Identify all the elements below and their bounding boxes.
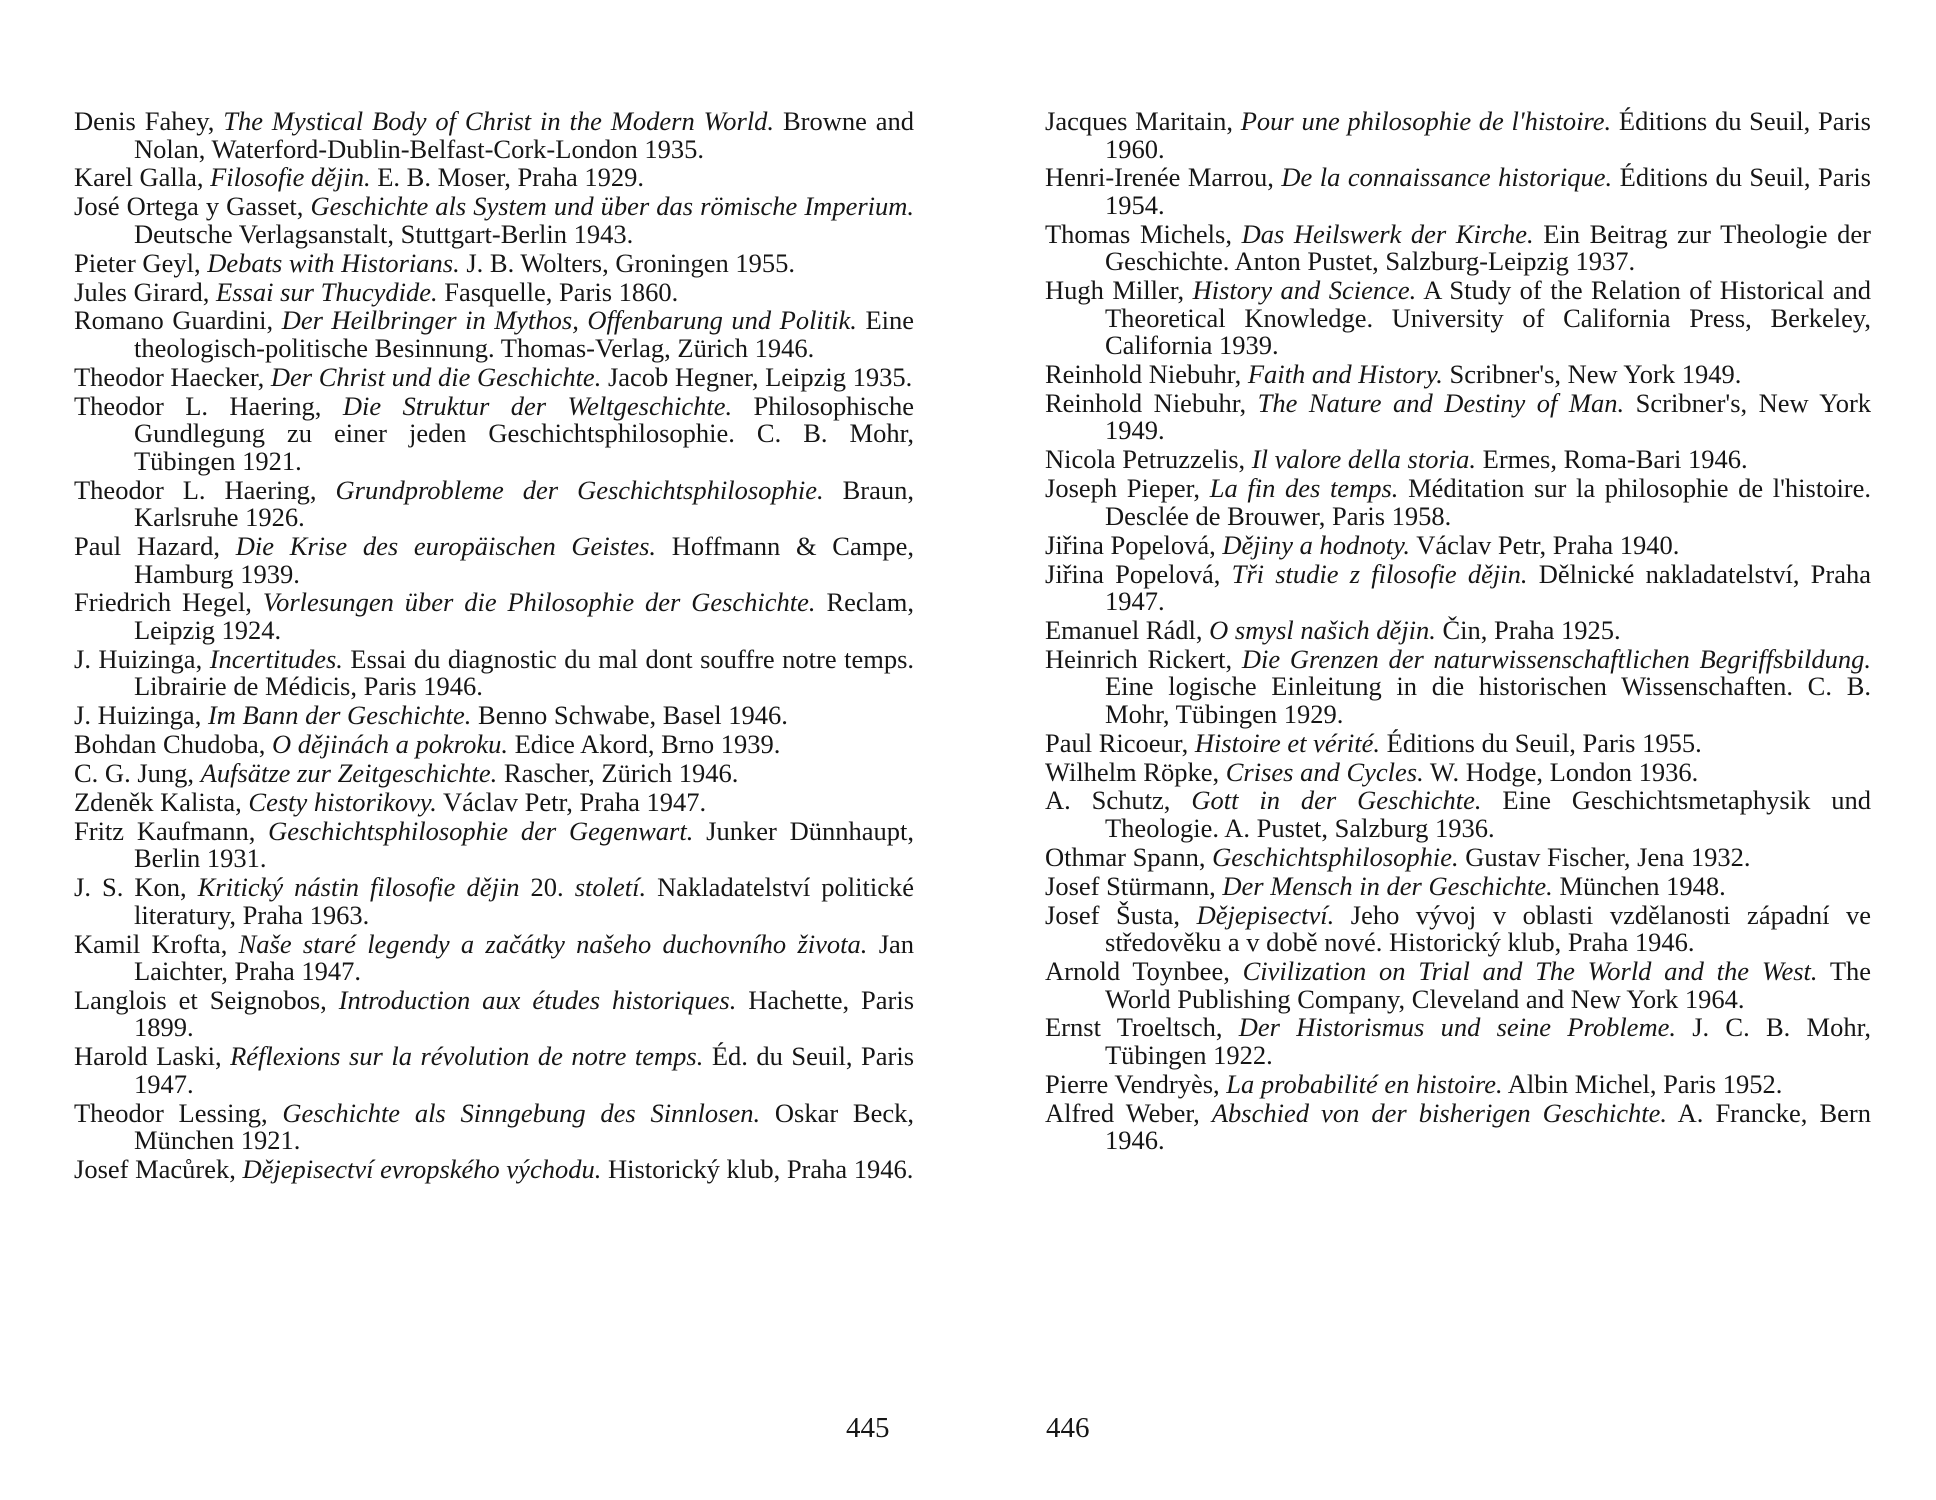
entry-publication: Jacob Hegner, Leipzig 1935. [607, 361, 913, 392]
entry-publication: Václav Petr, Praha 1940. [1416, 529, 1680, 560]
entry-publication: J. B. Wolters, Groningen 1955. [466, 247, 795, 278]
entry-title: La probabilité en histoire. [1226, 1068, 1503, 1099]
entry-publication: Essai du diagnostic du mal dont souffre notre temps. Librairie de Médicis, Paris 1946. [134, 643, 915, 702]
entry-publication: The World Publishing Company, Cleveland and New York 1964. [1105, 956, 1872, 1014]
bibliography-entry [74, 874, 914, 929]
entry-title: Histoire et vérité. [1194, 727, 1381, 758]
entry-publication: J. C. B. Mohr, Tübingen 1922. [1105, 1012, 1871, 1070]
entry-author: Pierre Vendryès, [1045, 1068, 1220, 1099]
bibliography-entry [1045, 643, 1871, 729]
entry-title: Das Heilswerk der Kirche. [1241, 218, 1534, 249]
entry-title: Crises and Cycles. [1225, 756, 1424, 787]
bibliography-entry [1045, 614, 1871, 645]
entry-title: Réflexions sur la révolution de notre temps. [230, 1041, 704, 1072]
entry-title: Der Heilbringer in Mythos, Offenbarung und Politik. [281, 305, 857, 336]
entry-author: Heinrich Rickert, [1045, 643, 1233, 674]
bibliography-entry [1045, 475, 1871, 530]
entry-author: Fritz Kaufmann, [74, 815, 256, 846]
bibliography-entry [74, 1097, 914, 1156]
entry-publication: München 1948. [1559, 870, 1726, 901]
bibliography-entry [1045, 787, 1871, 842]
bibliography-entry [1045, 277, 1871, 360]
bibliography-entry [1045, 756, 1871, 787]
entry-publication: Éditions du Seuil, Paris 1954. [1105, 162, 1871, 220]
entry-title: The Mystical Body of Christ in the Modern World. [223, 106, 775, 136]
bibliography-entry [74, 702, 914, 730]
entry-author: Thomas Michels, [1045, 218, 1232, 249]
bibliography-entry [1045, 1014, 1871, 1069]
entry-author: Nicola Petruzzelis, [1045, 444, 1246, 475]
bibliography-entry [74, 589, 914, 644]
entry-author: J. Huizinga, [74, 700, 202, 731]
entry-title: Kritický nástin filosofie dějin [197, 872, 520, 903]
entry-author: Ernst Troeltsch, [1045, 1012, 1223, 1043]
entry-author: Othmar Spann, [1045, 841, 1206, 872]
bibliography-entry [74, 757, 914, 788]
entry-title: Gott in der Geschichte. [1191, 785, 1482, 816]
entry-author: Paul Hazard, [74, 531, 220, 562]
bibliography-entry [74, 390, 915, 476]
bibliography-entry [1045, 1068, 1871, 1099]
bibliography-entry [74, 731, 914, 759]
entry-author: J. Huizinga, [74, 643, 203, 674]
entry-publication: Scribner's, New York 1949. [1449, 359, 1742, 390]
entry-title: Geschichte als System und über das römische Imperium. [310, 191, 915, 222]
entry-publication: Václav Petr, Praha 1947. [442, 786, 707, 817]
entry-publication: Ein Beitrag zur Theologie der Geschichte. Anton Pustet, Salzburg-Leipzig 1937. [1105, 218, 1871, 277]
bibliography-entry [74, 108, 914, 163]
entry-author: Theodor Lessing, [74, 1097, 268, 1128]
bibliography-entry [74, 361, 914, 392]
entry-author: Josef Šusta, [1045, 899, 1181, 930]
entry-publication: Benno Schwabe, Basel 1946. [478, 700, 788, 731]
entry-author: Reinhold Niebuhr, [1045, 387, 1247, 418]
entry-title: Aufsätze zur Zeitgeschichte. [200, 757, 498, 788]
bibliography-entry [1045, 529, 1871, 560]
entry-title: Die Krise des europäischen Geistes. [235, 531, 657, 562]
entry-publication: 20. [530, 872, 564, 903]
entry-author: Henri-Irenée Marrou, [1045, 162, 1274, 193]
bibliography-entry [74, 474, 915, 533]
bibliography-entry [1045, 164, 1871, 219]
entry-publication: Scribner's, New York 1949. [1105, 387, 1872, 446]
entry-author: Friedrich Hegel, [74, 587, 252, 618]
entry-title: Civilization on Trial and The World and the West. [1242, 956, 1818, 987]
bibliography-entry [1045, 558, 1872, 617]
entry-publication: A. Francke, Bern 1946. [1105, 1097, 1871, 1156]
entry-title: Naše staré legendy a začátky našeho duchovního života. [238, 928, 868, 959]
entry-title: Pour une philosophie de l'histoire. [1240, 106, 1612, 136]
entry-title: Faith and History. [1247, 359, 1443, 390]
entry-title: století. [574, 872, 647, 903]
entry-author: Emanuel Rádl, [1045, 614, 1203, 645]
entry-author: Theodor Haecker, [74, 361, 265, 392]
bibliography-entry [1045, 108, 1871, 163]
entry-title: Tři studie z filosofie dějin. [1231, 558, 1528, 589]
entry-author: Josef Macůrek, [74, 1154, 236, 1185]
entry-title: O smysl našich dějin. [1209, 614, 1436, 645]
bibliography-entry [1045, 727, 1871, 758]
entry-title: Essai sur Thucydide. [216, 276, 438, 307]
entry-title: Die Struktur der Weltgeschichte. [342, 390, 733, 421]
entry-author: Pieter Geyl, [74, 247, 201, 278]
entry-title: Der Mensch in der Geschichte. [1222, 870, 1553, 901]
bibliography-entry [1045, 841, 1871, 872]
right-page-bibliography [1045, 108, 1871, 1156]
entry-title: Cesty historikovy. [248, 786, 437, 817]
entry-title: Filosofie dějin. [210, 162, 371, 193]
entry-publication: Rascher, Zürich 1946. [503, 757, 739, 788]
entry-publication: Junker Dünnhaupt, Berlin 1931. [134, 815, 915, 874]
entry-author: Jacques Maritain, [1045, 106, 1234, 136]
entry-publication: Čin, Praha 1925. [1442, 614, 1621, 645]
entry-publication: Éditions du Seuil, Paris 1955. [1386, 727, 1702, 758]
entry-publication: Hachette, Paris 1899. [134, 984, 915, 1043]
entry-title: Vorlesungen über die Philosophie der Geschichte. [262, 587, 816, 618]
entry-publication: E. B. Moser, Praha 1929. [377, 162, 645, 193]
entry-title: Der Christ und die Geschichte. [270, 361, 602, 392]
bibliography-entry [74, 1043, 914, 1098]
entry-title: Grundprobleme der Geschichtsphilosophie. [335, 474, 824, 505]
entry-publication: Eine theologisch-politische Besinnung. Thomas-Verlag, Zürich 1946. [134, 305, 914, 363]
entry-author: Zdeněk Kalista, [74, 786, 242, 817]
entry-title: Der Historismus und seine Probleme. [1238, 1012, 1676, 1043]
bibliography-entry [74, 815, 915, 874]
entry-title: Il valore della storia. [1251, 444, 1477, 475]
entry-publication: Éd. du Seuil, Paris 1947. [134, 1041, 915, 1099]
entry-author: Paul Ricoeur, [1045, 727, 1189, 758]
bibliography-entry [74, 164, 914, 192]
entry-publication: Reclam, Leipzig 1924. [134, 587, 915, 645]
entry-publication: Jan Laichter, Praha 1947. [134, 928, 915, 987]
entry-title: Abschied von der bisherigen Geschichte. [1211, 1097, 1668, 1128]
entry-title: La fin des temps. [1209, 473, 1399, 504]
entry-title: Geschichtsphilosophie der Gegenwart. [268, 815, 694, 846]
entry-title: Dějepisectví evropského východu. [242, 1154, 602, 1185]
bibliography-entry [74, 786, 914, 817]
entry-title: Dějepisectví. [1196, 899, 1335, 930]
entry-publication: Braun, Karlsruhe 1926. [134, 474, 915, 533]
bibliography-entry [74, 643, 915, 702]
entry-publication: Hoffmann & Campe, Hamburg 1939. [134, 531, 914, 589]
entry-author: Jules Girard, [74, 276, 210, 307]
entry-author: C. G. Jung, [74, 757, 195, 788]
entry-title: Debats with Historians. [207, 247, 460, 278]
bibliography-entry [1045, 387, 1872, 446]
entry-author: Joseph Pieper, [1045, 473, 1201, 504]
entry-publication: Gustav Fischer, Jena 1932. [1465, 841, 1751, 872]
entry-title: The Nature and Destiny of Man. [1257, 387, 1625, 418]
bibliography-entry [1045, 446, 1871, 474]
bibliography-entry [1045, 361, 1871, 389]
entry-author: Denis Fahey, [74, 106, 215, 136]
entry-title: Im Bann der Geschichte. [207, 700, 472, 731]
entry-publication: Jeho vývoj v oblasti vzdělanosti západní ve středověku a v době nové. Historický klub, Praha 1946. [1105, 899, 1872, 958]
entry-author: A. Schutz, [1045, 785, 1171, 816]
entry-publication: Eine logische Einleitung in die historischen Wissenschaften. C. B. Mohr, Tübingen 1929. [1105, 671, 1871, 729]
entry-author: Jiřina Popelová, [1045, 529, 1216, 560]
entry-author: Josef Stürmann, [1045, 870, 1216, 901]
bibliography-entry [74, 984, 915, 1043]
entry-title: Incertitudes. [209, 643, 343, 674]
bibliography-entry [74, 247, 914, 278]
entry-publication: Albin Michel, Paris 1952. [1507, 1068, 1783, 1099]
bibliography-entry [74, 307, 914, 362]
entry-publication: Deutsche Verlagsanstalt, Stuttgart-Berlin 1943. [134, 218, 634, 249]
entry-author: Harold Laski, [74, 1041, 222, 1072]
bibliography-entry [1045, 958, 1871, 1013]
bibliography-entry [74, 193, 914, 248]
bibliography-entry [1045, 218, 1871, 277]
entry-author: José Ortega y Gasset, [74, 191, 304, 222]
bibliography-entry [74, 1156, 914, 1184]
entry-author: Kamil Krofta, [74, 928, 228, 959]
entry-author: Hugh Miller, [1045, 275, 1185, 306]
entry-publication: Éditions du Seuil, Paris 1960. [1105, 106, 1871, 164]
entry-title: Introduction aux études historiques. [338, 984, 737, 1015]
entry-publication: Fasquelle, Paris 1860. [444, 276, 679, 307]
bibliography-entry [74, 276, 914, 307]
entry-publication: A Study of the Relation of Historical and Theoretical Knowledge. University of California Press, Berkeley, California 1939. [1105, 275, 1871, 361]
entry-publication: Ermes, Roma-Bari 1946. [1482, 444, 1748, 475]
entry-author: Alfred Weber, [1045, 1097, 1200, 1128]
entry-author: Karel Galla, [74, 162, 204, 193]
right-page-number: 446 [1046, 1412, 1090, 1444]
entry-publication: Philosophische Gundlegung zu einer jeden Geschichtsphilosophie. C. B. Mohr, Tübingen 1921. [134, 390, 915, 476]
entry-author: Bohdan Chudoba, [74, 729, 266, 760]
entry-title: Geschichte als Sinngebung des Sinnlosen. [282, 1097, 761, 1128]
entry-title: De la connaissance historique. [1281, 162, 1613, 193]
left-page-bibliography [74, 108, 914, 1185]
entry-publication: Méditation sur la philosophie de l'histoire. Desclée de Brouwer, Paris 1958. [1105, 473, 1872, 531]
entry-publication: Historický klub, Praha 1946. [607, 1154, 914, 1185]
bibliography-entry [1045, 1097, 1871, 1156]
left-page-number: 445 [846, 1412, 890, 1444]
entry-author: Jiřina Popelová, [1045, 558, 1221, 589]
entry-publication: Edice Akord, Brno 1939. [514, 729, 781, 760]
bibliography-entry [1045, 899, 1872, 958]
bibliography-entry [74, 533, 914, 588]
entry-publication: Dělnické nakladatelství, Praha 1947. [1105, 558, 1872, 617]
entry-publication: Eine Geschichtsmetaphysik und Theologie. A. Pustet, Salzburg 1936. [1105, 785, 1872, 843]
entry-publication: W. Hodge, London 1936. [1429, 756, 1699, 787]
entry-publication: Oskar Beck, München 1921. [134, 1097, 914, 1156]
entry-author: Reinhold Niebuhr, [1045, 359, 1242, 390]
entry-title: Die Grenzen der naturwissenschaftlichen Begriffsbildung. [1241, 643, 1871, 674]
entry-author: Theodor L. Haering, [74, 390, 322, 421]
entry-author: Langlois et Seignobos, [74, 984, 327, 1015]
bibliography-entry [1045, 870, 1871, 901]
entry-publication: Browne and Nolan, Waterford-Dublin-Belfast-Cork-London 1935. [134, 106, 915, 164]
entry-author: Wilhelm Röpke, [1045, 756, 1220, 787]
entry-author: Romano Guardini, [74, 305, 274, 336]
entry-publication: Nakladatelství politické literatury, Praha 1963. [134, 872, 915, 930]
entry-title: O dějinách a pokroku. [272, 729, 508, 760]
bibliography-entry [74, 928, 915, 987]
entry-author: Arnold Toynbee, [1045, 956, 1230, 987]
entry-author: J. S. Kon, [74, 872, 187, 903]
entry-author: Theodor L. Haering, [74, 474, 317, 505]
entry-title: Dějiny a hodnoty. [1222, 529, 1411, 560]
entry-title: History and Science. [1192, 275, 1417, 306]
entry-title: Geschichtsphilosophie. [1212, 841, 1459, 872]
